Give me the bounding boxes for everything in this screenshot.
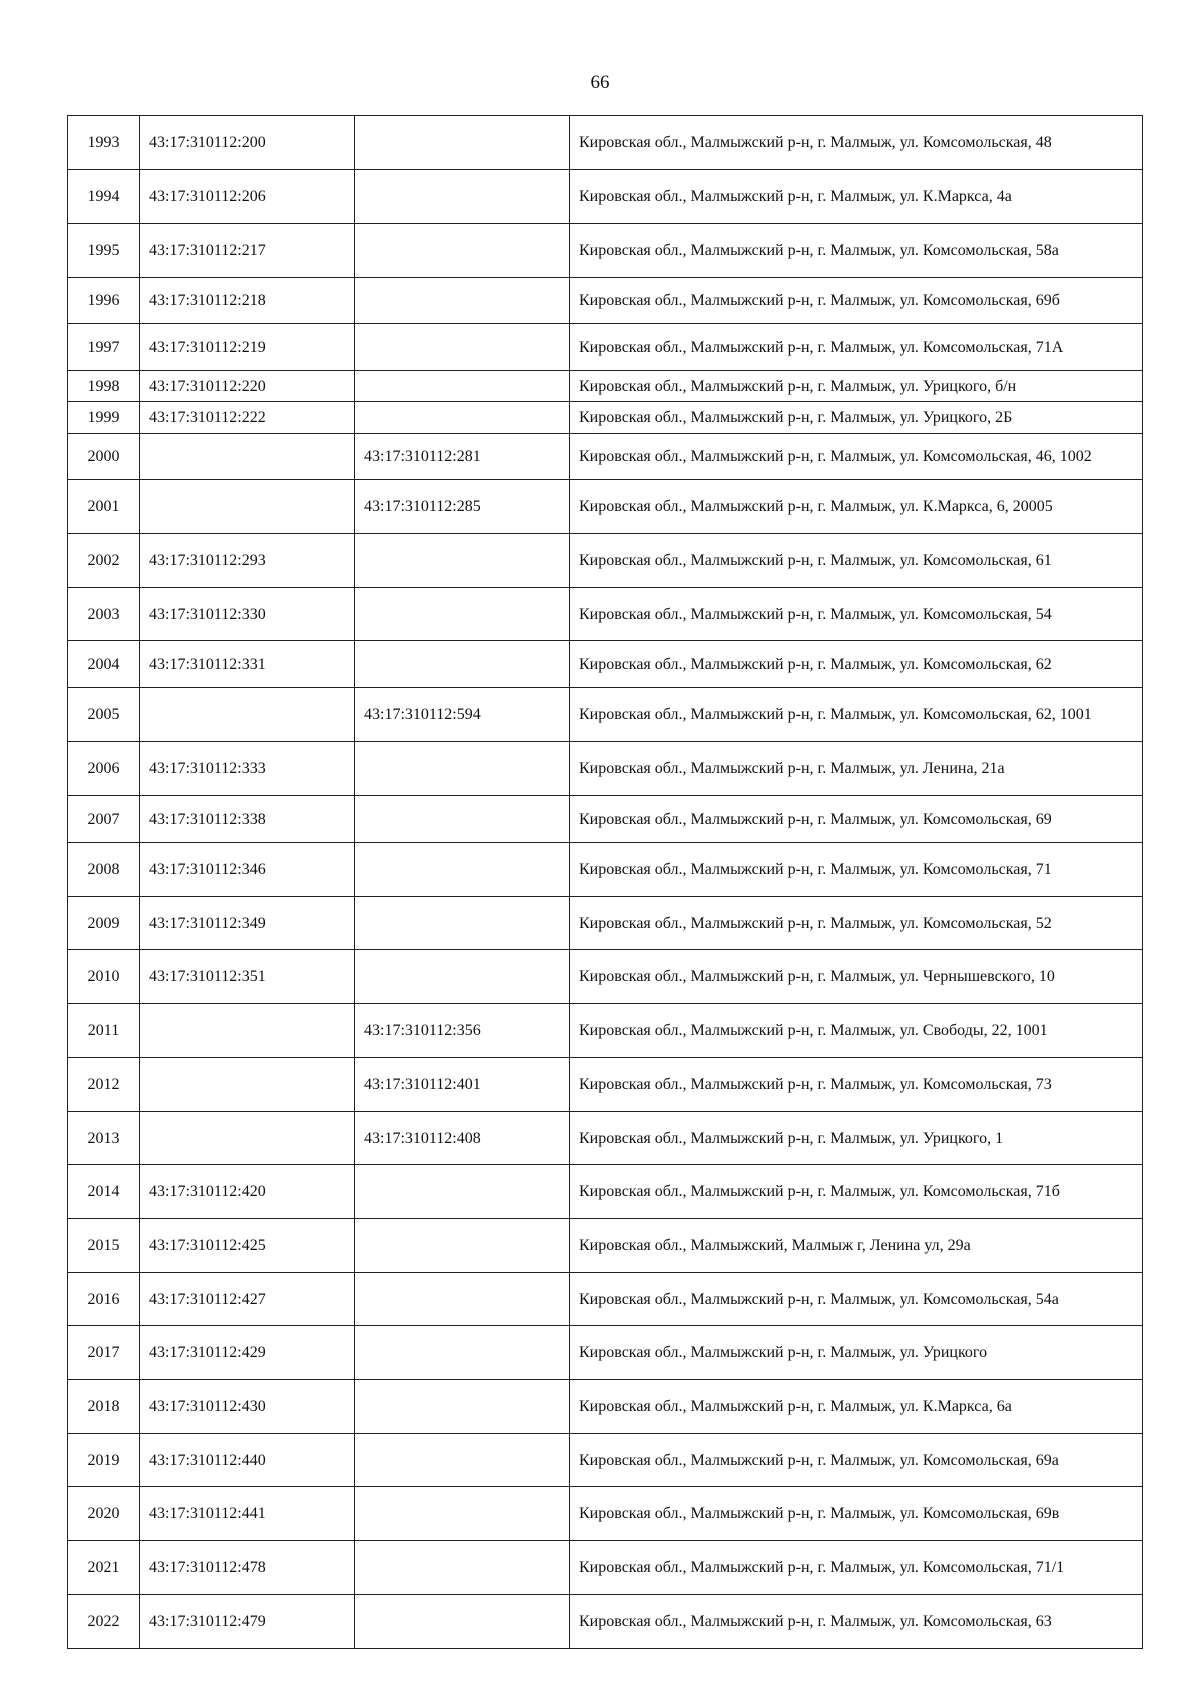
cadastral-land-cell: 43:17:310112:425 [140,1219,355,1273]
table-row [68,534,1143,588]
address-cell: Кировская обл., Малмыжский р-н, г. Малмыж, ул. Урицкого, 1 [570,1112,1143,1165]
cadastral-land-cell: 43:17:310112:351 [140,950,355,1004]
table-row [68,480,1143,534]
address-cell: Кировская обл., Малмыжский р-н, г. Малмыж, ул. Комсомольская, 48 [570,116,1143,170]
table-row [68,1004,1143,1058]
address-cell: Кировская обл., Малмыжский, Малмыж г, Ленина ул, 29а [570,1219,1143,1273]
table-row [68,434,1143,480]
address-cell: Кировская обл., Малмыжский р-н, г. Малмыж, ул. К.Маркса, 4а [570,170,1143,224]
row-number-cell: 1993 [68,116,140,170]
row-number-cell: 2005 [68,688,140,742]
row-number-cell: 2022 [68,1595,140,1649]
cadastral-land-cell: 43:17:310112:440 [140,1434,355,1487]
table-row [68,1487,1143,1541]
table-row [68,897,1143,950]
row-number-cell: 2006 [68,742,140,796]
row-number-cell: 2015 [68,1219,140,1273]
cadastral-land-cell: 43:17:310112:222 [140,402,355,434]
row-number-cell: 1995 [68,224,140,278]
table-row [68,742,1143,796]
table-row [68,950,1143,1004]
cadastral-object-cell [355,1595,570,1649]
table-row [68,1595,1143,1649]
table-row [68,796,1143,843]
row-number-cell: 1994 [68,170,140,224]
row-number-cell: 2007 [68,796,140,843]
cadastral-object-cell [355,950,570,1004]
address-cell: Кировская обл., Малмыжский р-н, г. Малмыж, ул. Комсомольская, 61 [570,534,1143,588]
table-row [68,1380,1143,1434]
cadastral-object-cell [355,278,570,324]
row-number-cell: 2012 [68,1058,140,1112]
row-number-cell: 2010 [68,950,140,1004]
row-number-cell: 2014 [68,1165,140,1219]
table-row [68,170,1143,224]
cadastral-land-cell: 43:17:310112:218 [140,278,355,324]
address-cell: Кировская обл., Малмыжский р-н, г. Малмыж, ул. Ленина, 21а [570,742,1143,796]
cadastral-land-cell: 43:17:310112:349 [140,897,355,950]
address-cell: Кировская обл., Малмыжский р-н, г. Малмыж, ул. Урицкого [570,1326,1143,1380]
table-row [68,224,1143,278]
cadastral-land-cell: 43:17:310112:220 [140,371,355,402]
table-row [68,1112,1143,1165]
row-number-cell: 2001 [68,480,140,534]
cadastral-land-cell: 43:17:310112:427 [140,1273,355,1326]
address-cell: Кировская обл., Малмыжский р-н, г. Малмыж, ул. Комсомольская, 71б [570,1165,1143,1219]
row-number-cell: 2013 [68,1112,140,1165]
address-cell: Кировская обл., Малмыжский р-н, г. Малмыж, ул. Чернышевского, 10 [570,950,1143,1004]
table-row [68,324,1143,371]
row-number-cell: 1997 [68,324,140,371]
cadastral-land-cell: 43:17:310112:330 [140,588,355,641]
cadastral-object-cell [355,897,570,950]
table-row [68,843,1143,897]
cadastral-object-cell [355,116,570,170]
address-cell: Кировская обл., Малмыжский р-н, г. Малмыж, ул. Комсомольская, 62, 1001 [570,688,1143,742]
cadastral-land-cell [140,1058,355,1112]
row-number-cell: 2021 [68,1541,140,1595]
row-number-cell: 2011 [68,1004,140,1058]
address-cell: Кировская обл., Малмыжский р-н, г. Малмыж, ул. Комсомольская, 46, 1002 [570,434,1143,480]
address-cell: Кировская обл., Малмыжский р-н, г. Малмыж, ул. Комсомольская, 69а [570,1434,1143,1487]
row-number-cell: 2004 [68,641,140,688]
row-number-cell: 2018 [68,1380,140,1434]
cadastral-land-cell: 43:17:310112:333 [140,742,355,796]
row-number-cell: 2002 [68,534,140,588]
row-number-cell: 2008 [68,843,140,897]
address-cell: Кировская обл., Малмыжский р-н, г. Малмыж, ул. Комсомольская, 71/1 [570,1541,1143,1595]
table-row [68,688,1143,742]
row-number-cell: 2000 [68,434,140,480]
cadastral-land-cell [140,480,355,534]
cadastral-land-cell: 43:17:310112:293 [140,534,355,588]
cadastral-land-cell: 43:17:310112:331 [140,641,355,688]
address-cell: Кировская обл., Малмыжский р-н, г. Малмыж, ул. Комсомольская, 52 [570,897,1143,950]
cadastral-object-cell: 43:17:310112:281 [355,434,570,480]
cadastral-object-cell: 43:17:310112:594 [355,688,570,742]
cadastral-object-cell [355,1541,570,1595]
address-cell: Кировская обл., Малмыжский р-н, г. Малмыж, ул. Урицкого, б/н [570,371,1143,402]
row-number-cell: 2020 [68,1487,140,1541]
cadastral-object-cell [355,742,570,796]
address-cell: Кировская обл., Малмыжский р-н, г. Малмыж, ул. Комсомольская, 73 [570,1058,1143,1112]
cadastral-land-cell [140,434,355,480]
row-number-cell: 2009 [68,897,140,950]
cadastral-object-cell [355,1273,570,1326]
address-cell: Кировская обл., Малмыжский р-н, г. Малмыж, ул. К.Маркса, 6, 20005 [570,480,1143,534]
cadastral-land-cell: 43:17:310112:217 [140,224,355,278]
registry-table [67,115,1143,1649]
table-row [68,1541,1143,1595]
cadastral-object-cell [355,588,570,641]
row-number-cell: 2019 [68,1434,140,1487]
cadastral-land-cell: 43:17:310112:346 [140,843,355,897]
cadastral-object-cell [355,1219,570,1273]
address-cell: Кировская обл., Малмыжский р-н, г. Малмыж, ул. Комсомольская, 62 [570,641,1143,688]
cadastral-object-cell: 43:17:310112:401 [355,1058,570,1112]
row-number-cell: 1999 [68,402,140,434]
table-row [68,371,1143,402]
address-cell: Кировская обл., Малмыжский р-н, г. Малмыж, ул. Комсомольская, 69б [570,278,1143,324]
address-cell: Кировская обл., Малмыжский р-н, г. Малмыж, ул. Свободы, 22, 1001 [570,1004,1143,1058]
cadastral-object-cell [355,641,570,688]
address-cell: Кировская обл., Малмыжский р-н, г. Малмыж, ул. Комсомольская, 54 [570,588,1143,641]
cadastral-object-cell [355,1487,570,1541]
cadastral-land-cell [140,1112,355,1165]
cadastral-land-cell: 43:17:310112:441 [140,1487,355,1541]
address-cell: Кировская обл., Малмыжский р-н, г. Малмыж, ул. Комсомольская, 58а [570,224,1143,278]
address-cell: Кировская обл., Малмыжский р-н, г. Малмыж, ул. Урицкого, 2Б [570,402,1143,434]
cadastral-land-cell: 43:17:310112:420 [140,1165,355,1219]
row-number-cell: 1998 [68,371,140,402]
table-row [68,278,1143,324]
cadastral-land-cell: 43:17:310112:206 [140,170,355,224]
address-cell: Кировская обл., Малмыжский р-н, г. Малмыж, ул. К.Маркса, 6а [570,1380,1143,1434]
cadastral-object-cell [355,796,570,843]
cadastral-land-cell [140,1004,355,1058]
cadastral-land-cell: 43:17:310112:430 [140,1380,355,1434]
cadastral-land-cell [140,688,355,742]
table-row [68,588,1143,641]
table-row [68,402,1143,434]
cadastral-object-cell [355,324,570,371]
table-row [68,1434,1143,1487]
row-number-cell: 1996 [68,278,140,324]
table-row [68,1165,1143,1219]
cadastral-object-cell: 43:17:310112:356 [355,1004,570,1058]
cadastral-object-cell [355,1326,570,1380]
cadastral-object-cell [355,1380,570,1434]
cadastral-land-cell: 43:17:310112:219 [140,324,355,371]
address-cell: Кировская обл., Малмыжский р-н, г. Малмыж, ул. Комсомольская, 69 [570,796,1143,843]
cadastral-land-cell: 43:17:310112:200 [140,116,355,170]
page-number: 66 [590,72,610,93]
table-row [68,1273,1143,1326]
cadastral-object-cell [355,170,570,224]
address-cell: Кировская обл., Малмыжский р-н, г. Малмыж, ул. Комсомольская, 54а [570,1273,1143,1326]
address-cell: Кировская обл., Малмыжский р-н, г. Малмыж, ул. Комсомольская, 71 [570,843,1143,897]
cadastral-land-cell: 43:17:310112:478 [140,1541,355,1595]
address-cell: Кировская обл., Малмыжский р-н, г. Малмыж, ул. Комсомольская, 63 [570,1595,1143,1649]
cadastral-object-cell [355,1434,570,1487]
table-row [68,1219,1143,1273]
registry-table-body [68,116,1143,1649]
cadastral-land-cell: 43:17:310112:429 [140,1326,355,1380]
table-row [68,1326,1143,1380]
table-row [68,116,1143,170]
row-number-cell: 2017 [68,1326,140,1380]
cadastral-object-cell [355,402,570,434]
address-cell: Кировская обл., Малмыжский р-н, г. Малмыж, ул. Комсомольская, 71А [570,324,1143,371]
row-number-cell: 2016 [68,1273,140,1326]
cadastral-object-cell [355,534,570,588]
cadastral-land-cell: 43:17:310112:479 [140,1595,355,1649]
cadastral-object-cell [355,1165,570,1219]
row-number-cell: 2003 [68,588,140,641]
address-cell: Кировская обл., Малмыжский р-н, г. Малмыж, ул. Комсомольская, 69в [570,1487,1143,1541]
cadastral-object-cell: 43:17:310112:285 [355,480,570,534]
cadastral-object-cell [355,224,570,278]
table-row [68,1058,1143,1112]
cadastral-object-cell: 43:17:310112:408 [355,1112,570,1165]
table-row [68,641,1143,688]
cadastral-land-cell: 43:17:310112:338 [140,796,355,843]
cadastral-object-cell [355,371,570,402]
cadastral-object-cell [355,843,570,897]
